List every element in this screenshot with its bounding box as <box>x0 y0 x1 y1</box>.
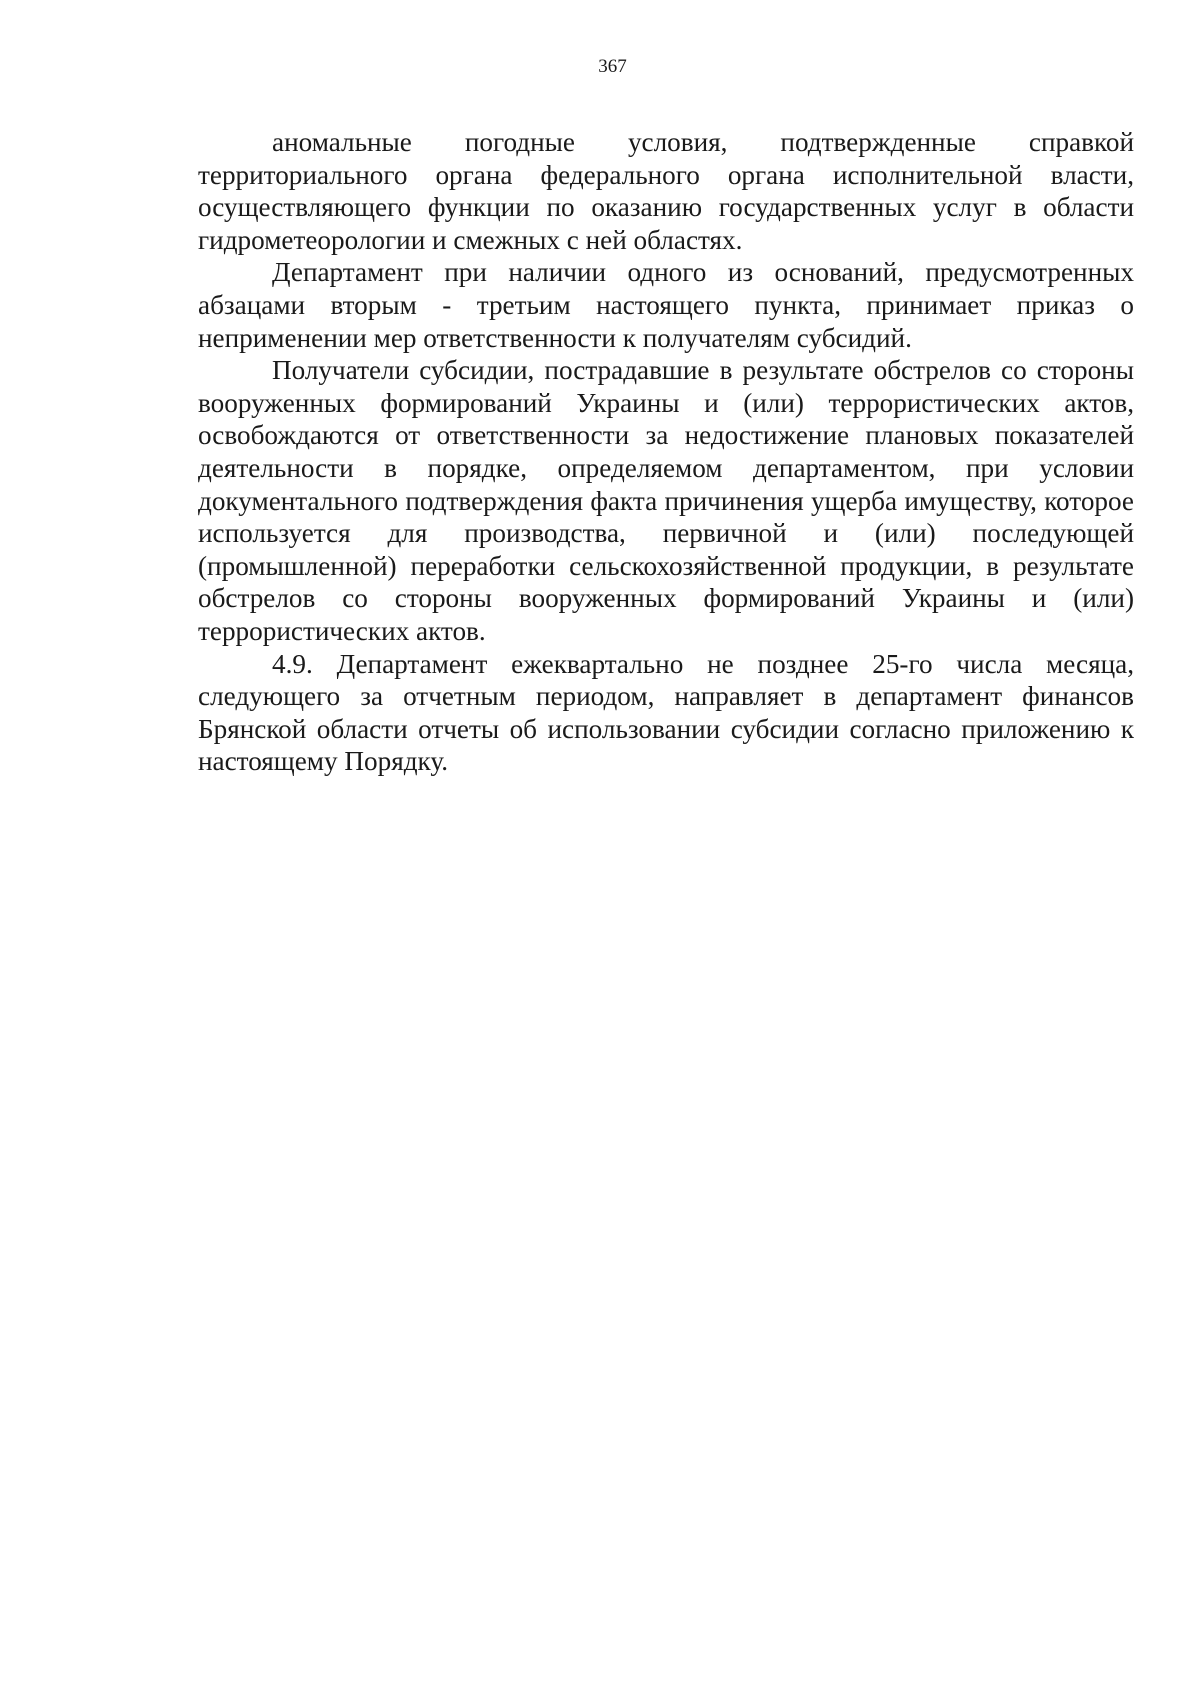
page-number: 367 <box>598 56 627 77</box>
paragraph-shelling-recipients: Получатели субсидии, пострадавшие в результате обстрелов со стороны вооруженных формирований Украины и (или) террористических актов, освобождаются от ответственности за недостижение плановых показателей деятельности в порядке, определяемом департаментом, при условии документального подтверждения факта причинения ущерба имуществу, которое используется для производства, первичной и (или) последующей (промышленной) переработки сельскохозяйственной продукции, в результате обстрелов со стороны вооруженных формирований Украины и (или) террористических актов. <box>198 355 1134 646</box>
document-body <box>198 126 1134 778</box>
paragraph-weather-conditions: аномальные погодные условия, подтвержденные справкой территориального органа федерального органа исполнительной власти, осуществляющего функции по оказанию государственных услуг в области гидрометеорологии и смежных с ней областях. <box>198 127 1134 255</box>
paragraph-clause-4-9: 4.9. Департамент ежеквартально не позднее 25-го числа месяца, следующего за отчетным периодом, направляет в департамент финансов Брянской области отчеты об использовании субсидии согласно приложению к настоящему Порядку. <box>198 648 1134 777</box>
paragraph-department-order: Департамент при наличии одного из оснований, предусмотренных абзацами вторым - третьим настоящего пункта, принимает приказ о неприменении мер ответственности к получателям субсидий. <box>198 257 1134 353</box>
